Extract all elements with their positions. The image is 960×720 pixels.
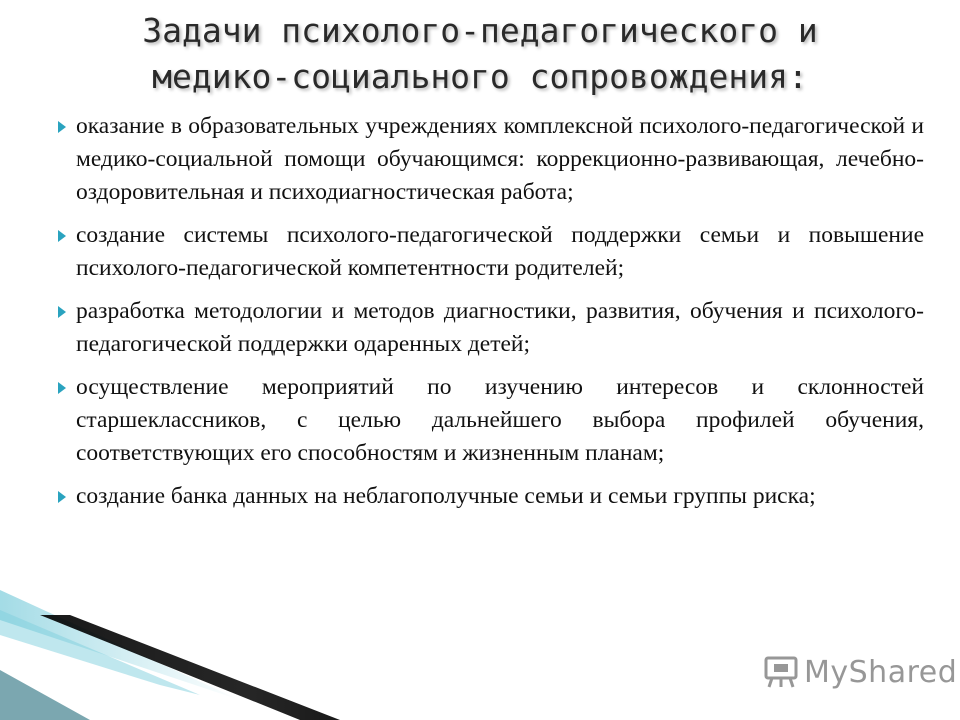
arrow-bullet-icon	[58, 230, 66, 242]
list-item-text: оказание в образовательных учреждениях комплексной психолого-педагогической и медико-социальной помощи обучающимся: коррекционно-развивающая, лечебно-оздоровительная и психодиагностическая работа;	[76, 113, 924, 205]
arrow-bullet-icon	[58, 306, 66, 318]
list-item	[76, 371, 924, 470]
arrow-bullet-icon	[58, 382, 66, 394]
arrow-bullet-icon	[58, 491, 66, 503]
list-item	[76, 295, 924, 361]
myshared-logo	[764, 652, 957, 692]
task-list	[76, 110, 924, 523]
list-item-text: разработка методологии и методов диагностики, развития, обучения и психолого-педагогической поддержки одаренных детей;	[76, 298, 924, 357]
slide-title-line-1: Задачи психолого-педагогического и	[142, 11, 818, 50]
logo-text: MyShared	[804, 654, 958, 690]
classroom-board-icon	[764, 655, 798, 689]
slide-title-line-2: медико-социального сопровождения:	[152, 57, 808, 96]
arrow-bullet-icon	[58, 121, 66, 133]
list-item-text: создание банка данных на неблагополучные семьи и семьи группы риска;	[76, 483, 816, 509]
list-item-text: создание системы психолого-педагогической поддержки семьи и повышение психолого-педагогической компетентности родителей;	[76, 222, 924, 281]
decorative-swoosh	[0, 560, 340, 720]
list-item	[76, 219, 924, 285]
slide-title	[60, 8, 900, 100]
list-item	[76, 480, 924, 513]
list-item	[76, 110, 924, 209]
list-item-text: осуществление мероприятий по изучению интересов и склонностей старшеклассников, с целью дальнейшего выбора профилей обучения, соответствующих его способностям и жизненным планам;	[76, 374, 924, 466]
